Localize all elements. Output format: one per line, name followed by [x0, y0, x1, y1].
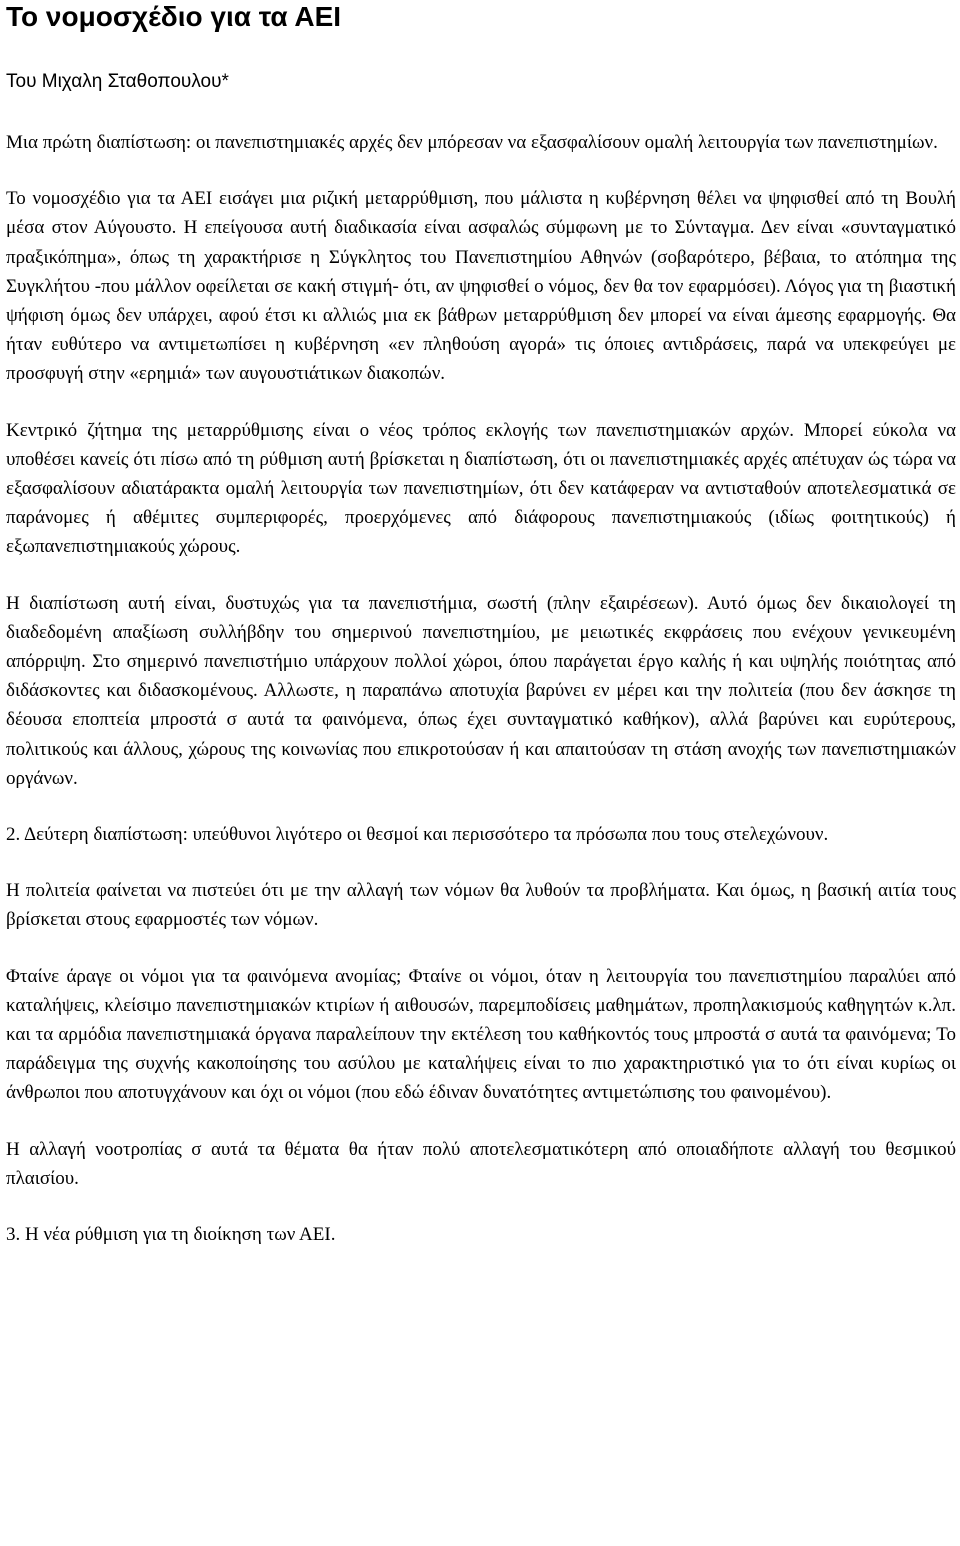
article-title: Το νομοσχέδιο για τα ΑΕΙ: [6, 1, 342, 32]
paragraph: Κεντρικό ζήτημα της μεταρρύθμισης είναι ο νέος τρόπος εκλογής των πανεπιστημιακών αρχών. Μπορεί εύκολα να υποθέσει κανείς ότι πίσω από τη ρύθμιση αυτή βρίσκεται η διαπίστωση, ότι οι πανεπιστημιακές αρχές απέτυχαν ώς τώρα να εξασφαλίσουν αδιατάρακτα ομαλή λειτουργία των πανεπιστημίων, ότι δεν κατάφεραν να αντισταθούν αποτελεσματικά σε παράνομες ή αθέμιτες συμπεριφορές, προερχόμενες από διάφορους πανεπιστημιακούς (ιδίως φοιτητικούς) ή εξωπανεπιστημιακούς χώρους.: [6, 419, 956, 558]
paragraph: Η διαπίστωση αυτή είναι, δυστυχώς για τα πανεπιστήμια, σωστή (πλην εξαιρέσεων). Αυτό όμως δεν δικαιολογεί τη διαδεδομένη απαξίωση συλλήβδην του σημερινού πανεπιστημίου, με μειωτικές εκφράσεις που ενέχουν γενικευμένη απόρριψη. Στο σημερινό πανεπιστήμιο υπάρχουν πολλοί χώροι, όπου παράγεται έργο καλής ή και υψηλής ποιότητας από διδάσκοντες και διδασκομένους. Αλλωστε, η παραπάνω αποτυχία βαρύνει εν μέρει και την πολιτεία (που δεν άσκησε τη δέουσα εποπτεία μπροστά σ αυτά τα φαινόμενα, όπως έχει συνταγματικό καθήκον), αλλά βαρύνει και ευρύτερους, πολιτικούς και άλλους, χώρους της κοινωνίας που επικροτούσαν ή και απαιτούσαν τη στάση ανοχής των πανεπιστημιακών οργάνων.: [6, 592, 956, 789]
paragraph: Το νομοσχέδιο για τα ΑΕΙ εισάγει μια ριζική μεταρρύθμιση, που μάλιστα η κυβέρνηση θέλει να ψηφισθεί από τη Βουλή μέσα στον Αύγουστο. Η επείγουσα αυτή διαδικασία είναι ασφαλώς σύμφωνη με το Σύνταγμα. Δεν είναι «συνταγματικό πραξικόπημα», όπως τη χαρακτήρισε η Σύγκλητος του Πανεπιστημίου Αθηνών (σοβαρότερο, βέβαια, το ατόπημα της Συγκλήτου -που μάλλον οφείλεται σε κακή στιγμή- ότι, αν ψηφισθεί ο νόμος, δεν θα τον εφαρμόσει). Λόγος για τη βιαστική ψήφιση όμως δεν υπάρχει, αφού έτσι κι αλλιώς μια εκ βάθρων μεταρρύθμιση δεν μπορεί να είναι άμεσης εφαρμογής. Θα ήταν ευθύτερο να αντιμετωπίσει η κυβέρνηση «εν πληθούση αγορά» τις όποιες αντιδράσεις, παρά να υπεκφεύγει με προσφυγή στην «ερημιά» των αυγουστιάτικων διακοπών.: [6, 188, 956, 385]
paragraph: 2. Δεύτερη διαπίστωση: υπεύθυνοι λιγότερο οι θεσμοί και περισσότερο τα πρόσωπα που τους στελεχώνουν.: [6, 824, 829, 846]
paragraph: Η πολιτεία φαίνεται να πιστεύει ότι με την αλλαγή των νόμων θα λυθούν τα προβλήματα. Και όμως, η βασική αιτία τους βρίσκεται στους εφαρμοστές των νόμων.: [6, 880, 956, 931]
section-heading: 3. Η νέα ρύθμιση για τη διοίκηση των ΑΕΙ.: [6, 1224, 336, 1246]
article: [6, 0, 956, 1249]
article-author: Του Μιχαλη Σταθοπουλου*: [6, 71, 229, 92]
paragraph: Μια πρώτη διαπίστωση: οι πανεπιστημιακές αρχές δεν μπόρεσαν να εξασφαλίσουν ομαλή λειτουργία των πανεπιστημίων.: [6, 132, 938, 153]
paragraph: Φταίνε άραγε οι νόμοι για τα φαινόμενα ανομίας; Φταίνε οι νόμοι, όταν η λειτουργία του πανεπιστημίου παραλύει από καταλήψεις, κλείσιμο πανεπιστημιακών κτιρίων ή αιθουσών, παρεμποδίσεις μαθημάτων, προπηλακισμούς καθηγητών κ.λπ. και τα αρμόδια πανεπιστημιακά όργανα παραλείπουν την εκτέλεση του καθήκοντός τους μπροστά σ αυτά τα φαινόμενα; Το παράδειγμα της συχνής κακοποίησης του ασύλου με καταλήψεις είναι το πιο χαρακτηριστικό για το ότι είναι κυρίως οι άνθρωποι που αποτυγχάνουν και όχι οι νόμοι (που εδώ έδιναν δυνατότητες αντιμετώπισης του φαινομένου).: [6, 965, 956, 1104]
paragraph: Η αλλαγή νοοτροπίας σ αυτά τα θέματα θα ήταν πολύ αποτελεσματικότερη από οποιαδήποτε αλλαγή του θεσμικού πλαισίου.: [6, 1138, 956, 1189]
